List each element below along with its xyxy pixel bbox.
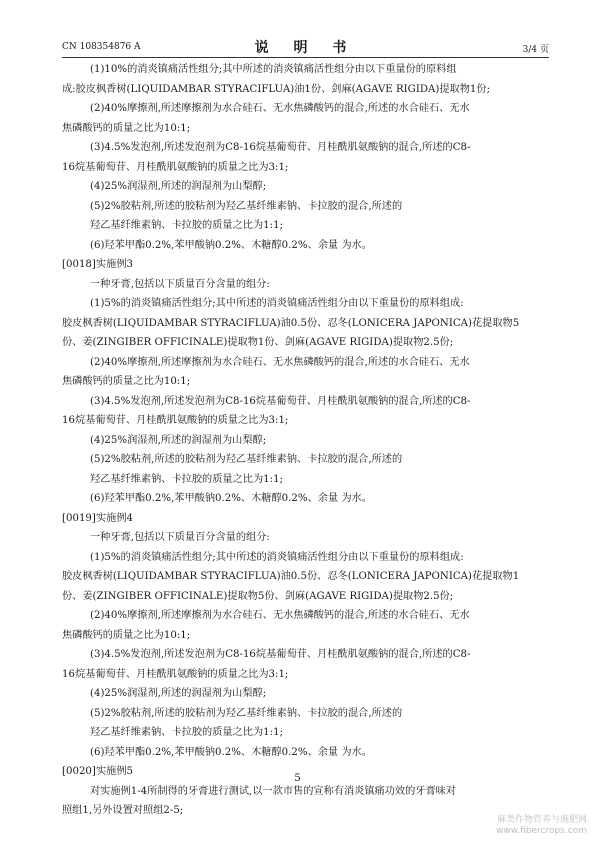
text-line: 焦磷酸钙的质量之比为10:1; bbox=[62, 376, 191, 387]
text-line: (3)4.5%发泡剂,所述发泡剂为C8-16烷基葡萄苷、月桂酰肌氨酸钠的混合,所述的C8- bbox=[90, 142, 471, 153]
text-line: 焦磷酸钙的质量之比为10:1; bbox=[62, 629, 191, 641]
text-line: (1)10%的消炎镇痛活性组分;其中所述的消炎镇痛活性组分由以下重量份的原料组 bbox=[90, 64, 457, 75]
text-line: 一种牙膏,包括以下质量百分含量的组分: bbox=[90, 278, 270, 290]
text-line: 羟乙基纤维素钠、卡拉胶的质量之比为1:1; bbox=[90, 473, 284, 485]
text-line: (5)2%胶粘剂,所述的胶粘剂为羟乙基纤维素钠、卡拉胶的混合,所述的 bbox=[90, 454, 403, 465]
text-line: 羟乙基纤维素钠、卡拉胶的质量之比为1:1; bbox=[90, 727, 284, 738]
text-line: (6)羟苯甲酯0.2%,苯甲酸钠0.2%、木糖醇0.2%、余量 为水。 bbox=[90, 746, 372, 758]
text-line: (3)4.5%发泡剂,所述发泡剂为C8-16烷基葡萄苷、月桂酰肌氨酸钠的混合,所述的C8- bbox=[90, 395, 471, 407]
section-title: 实施例5 bbox=[96, 766, 134, 777]
text-line: (3)4.5%发泡剂,所述发泡剂为C8-16烷基葡萄苷、月桂酰肌氨酸钠的混合,所述的C8- bbox=[90, 649, 471, 660]
text-line: 羟乙基纤维素钠、卡拉胶的质量之比为1:1; bbox=[90, 220, 284, 231]
text-line: 一种牙膏,包括以下质量百分含量的组分: bbox=[90, 532, 270, 543]
watermark-url: www.fibercrops.com bbox=[496, 826, 587, 836]
section-heading bbox=[62, 255, 552, 275]
section-title: 实施例3 bbox=[96, 259, 134, 270]
site-watermark bbox=[496, 815, 587, 837]
publication-number: CN 108354876 A bbox=[62, 42, 141, 52]
section-title: 实施例4 bbox=[96, 512, 134, 524]
paragraph-number: [0018] bbox=[62, 259, 96, 270]
document-title: 说 明 书 bbox=[254, 40, 357, 56]
text-line: 16烷基葡萄苷、月桂酰肌氨酸钠的质量之比为3:1; bbox=[62, 161, 289, 173]
text-line: 胶皮枫香树(LIQUIDAMBAR STYRACIFLUA)油0.5份、忍冬(LONICERA JAPONICA)花提取物5 bbox=[62, 317, 520, 329]
page-header bbox=[62, 36, 549, 56]
text-line: (4)25%润湿剂,所述的润湿剂为山梨醇; bbox=[90, 181, 267, 192]
text-line: (5)2%胶粘剂,所述的胶粘剂为羟乙基纤维素钠、卡拉胶的混合,所述的 bbox=[90, 707, 403, 719]
text-line: 对实施例1-4所制得的牙膏进行测试,以一款市售的宣称有消炎镇痛功效的牙膏味对 bbox=[90, 785, 457, 797]
text-line: 份、姜(ZINGIBER OFFICINALE)提取物1份、剑麻(AGAVE RIGIDA)提取物2.5份; bbox=[62, 337, 454, 348]
text-line: (2)40%摩擦剂,所述摩擦剂为水合硅石、无水焦磷酸钙的混合,所述的水合硅石、无水 bbox=[90, 103, 470, 114]
text-line: (5)2%胶粘剂,所述的胶粘剂为羟乙基纤维素钠、卡拉胶的混合,所述的 bbox=[90, 200, 403, 212]
text-line: (2)40%摩擦剂,所述摩擦剂为水合硅石、无水焦磷酸钙的混合,所述的水合硅石、无水 bbox=[90, 356, 470, 368]
text-line: 16烷基葡萄苷、月桂酰肌氨酸钠的质量之比为3:1; bbox=[62, 415, 289, 426]
text-line: (4)25%润湿剂,所述的润湿剂为山梨醇; bbox=[90, 688, 267, 699]
watermark-name: 麻类作物营养与施肥网 bbox=[496, 815, 587, 825]
document-body bbox=[62, 60, 552, 821]
text-line: 16烷基葡萄苷、月桂酰肌氨酸钠的质量之比为3:1; bbox=[62, 668, 289, 680]
text-line: (2)40%摩擦剂,所述摩擦剂为水合硅石、无水焦磷酸钙的混合,所述的水合硅石、无水 bbox=[90, 610, 470, 621]
text-line: 胶皮枫香树(LIQUIDAMBAR STYRACIFLUA)油0.5份、忍冬(LONICERA JAPONICA)花提取物1 bbox=[62, 571, 520, 582]
page-number: 5 bbox=[294, 773, 301, 784]
paragraph-number: [0020] bbox=[62, 766, 96, 777]
text-line: (1)5%的消炎镇痛活性组分;其中所述的消炎镇痛活性组分由以下重量份的原料组成: bbox=[90, 298, 464, 309]
section-heading bbox=[62, 509, 552, 529]
text-line: 份、姜(ZINGIBER OFFICINALE)提取物5份、剑麻(AGAVE RIGIDA)提取物2.5份; bbox=[62, 590, 454, 602]
text-line: (1)5%的消炎镇痛活性组分;其中所述的消炎镇痛活性组分由以下重量份的原料组成: bbox=[90, 551, 464, 563]
text-line: (4)25%润湿剂,所述的润湿剂为山梨醇; bbox=[90, 434, 267, 446]
page-reference: 3/4 页 bbox=[522, 45, 549, 55]
text-line: (6)羟苯甲酯0.2%,苯甲酸钠0.2%、木糖醇0.2%、余量 为水。 bbox=[90, 239, 372, 251]
text-line: 成:胶皮枫香树(LIQUIDAMBAR STYRACIFLUA)油1份、剑麻(AGAVE RIGIDA)提取物1份; bbox=[62, 83, 491, 95]
text-line: 焦磷酸钙的质量之比为10:1; bbox=[62, 122, 191, 134]
text-line: 照组1,另外设置对照组2-5; bbox=[62, 805, 184, 816]
paragraph-number: [0019] bbox=[62, 512, 96, 524]
text-line: (6)羟苯甲酯0.2%,苯甲酸钠0.2%、木糖醇0.2%、余量 为水。 bbox=[90, 493, 372, 504]
header-rule bbox=[62, 57, 549, 58]
